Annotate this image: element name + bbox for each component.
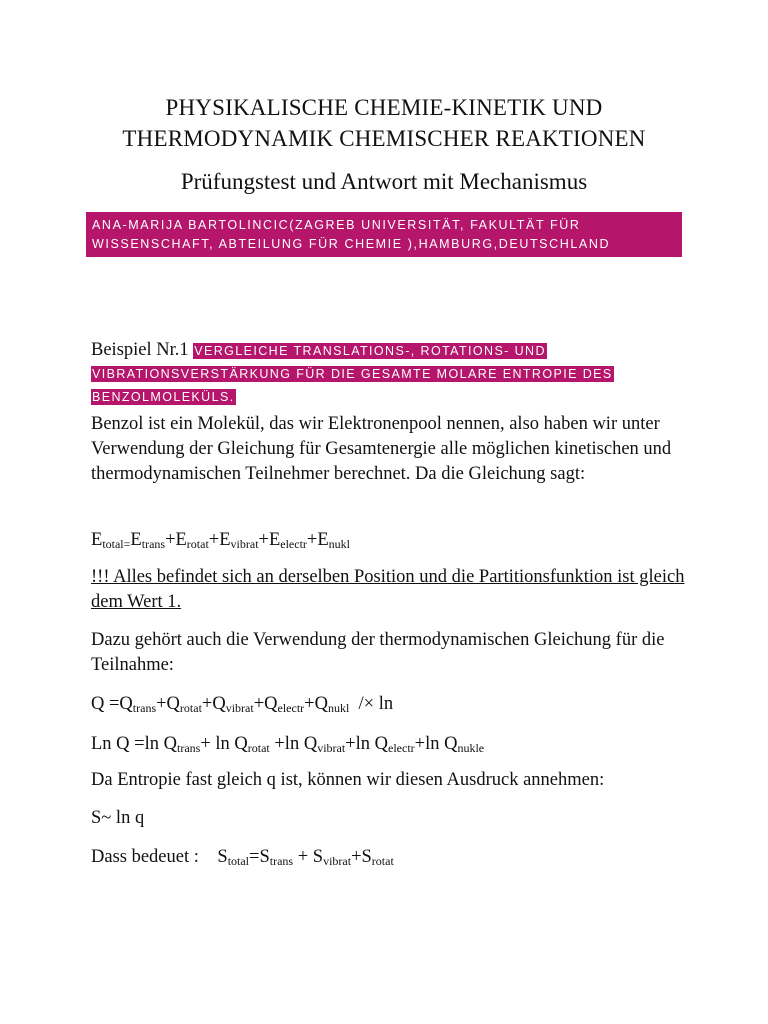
eq-subscript: electr	[388, 741, 415, 755]
example-question-highlight: VERGLEICHE TRANSLATIONS-, ROTATIONS- UND VIBRATIONSVERSTÄRKUNG FÜR DIE GESAMTE MOLARE ENTROPIE DES BENZOLMOLEKÜLS.	[92, 344, 613, 404]
example-label: Beispiel Nr.1	[91, 340, 194, 360]
eq-term: +Q	[304, 694, 328, 714]
eq-term: =S	[249, 847, 270, 867]
eq-subscript: electr	[277, 701, 305, 715]
eq-term: +S	[351, 847, 372, 867]
eq-subscript: trans	[269, 854, 294, 868]
eq-term: Ln Q =ln Q	[91, 734, 177, 754]
entropy-paragraph: Da Entropie fast gleich q ist, können wir diesen Ausdruck annehmen:	[91, 770, 605, 790]
eq-term: Q =Q	[91, 694, 133, 714]
eq-term: +ln Q	[269, 734, 318, 754]
eq-subscript: vibrat	[230, 537, 259, 551]
eq-subscript: rotat	[179, 701, 202, 715]
eq-subscript: vibrat	[225, 701, 254, 715]
eq-subscript: nukl	[328, 537, 350, 551]
document-subtitle: Prüfungstest und Antwort mit Mechanismus	[180, 169, 588, 194]
eq-subscript: rotat	[371, 854, 394, 868]
eq-subscript: total	[227, 854, 250, 868]
eq-subscript: trans	[141, 537, 166, 551]
eq-term: E	[91, 530, 103, 550]
note-paragraph: !!! Alles befindet sich an derselben Position und die Partitionsfunktion ist gleich dem Wert 1.	[91, 567, 685, 612]
eq-term: +ln Q	[345, 734, 388, 754]
eq-term: E	[130, 530, 142, 550]
eq-term: +E	[165, 530, 187, 550]
eq-term: +E	[208, 530, 231, 550]
eq-term: +E	[258, 530, 281, 550]
eq-subscript: trans	[132, 701, 157, 715]
eq-term: +Q	[201, 694, 226, 714]
entropy-equation	[91, 845, 691, 870]
eq-subscript: rotat	[247, 741, 270, 755]
partition-equation	[91, 692, 691, 717]
intro-paragraph: Benzol ist ein Molekül, das wir Elektronenpool nennen, also haben wir unter Verwendung der Gleichung für Gesamtenergie alle möglichen kinetischen und thermodynamischen Teilnehmer berechnet. Da die Gleichung sagt:	[91, 414, 672, 484]
s-ln-q: S~ ln q	[91, 808, 145, 828]
example-heading	[91, 339, 691, 408]
eq-term: + S	[293, 847, 324, 867]
eq-subscript: nukl	[327, 701, 350, 715]
author-banner: ANA-MARIJA BARTOLINCIC(ZAGREB UNIVERSITÄT, FAKULTÄT FÜR WISSENSCHAFT, ABTEILUNG FÜR CHEMIE ),HAMBURG,DEUTSCHLAND	[86, 212, 682, 257]
eq-term: +Q	[253, 694, 278, 714]
ln-partition-equation	[91, 732, 691, 757]
eq-subscript: total=	[102, 537, 131, 551]
eq-term: +Q	[156, 694, 180, 714]
eq-term: +E	[306, 530, 329, 550]
title-line-1: PHYSIKALISCHE CHEMIE-KINETIK UND	[165, 95, 603, 120]
eq-subscript: vibrat	[317, 741, 346, 755]
eq-term: S	[217, 847, 228, 867]
eq-term: + ln Q	[200, 734, 248, 754]
eq-term: /× ln	[349, 694, 394, 714]
energy-equation	[91, 528, 691, 553]
eq-term: +ln Q	[414, 734, 458, 754]
title-line-2: THERMODYNAMIK CHEMISCHER REAKTIONEN	[122, 126, 646, 151]
eq-subscript: rotat	[186, 537, 209, 551]
eq-subscript: electr	[280, 537, 307, 551]
eq-lead: Dass bedeuet :	[91, 847, 218, 867]
document-title	[60, 92, 708, 154]
eq-subscript: vibrat	[323, 854, 352, 868]
eq-subscript: trans	[176, 741, 201, 755]
dazu-paragraph: Dazu gehört auch die Verwendung der thermodynamischen Gleichung für die Teilnahme:	[91, 630, 665, 675]
eq-subscript: nukle	[457, 741, 485, 755]
